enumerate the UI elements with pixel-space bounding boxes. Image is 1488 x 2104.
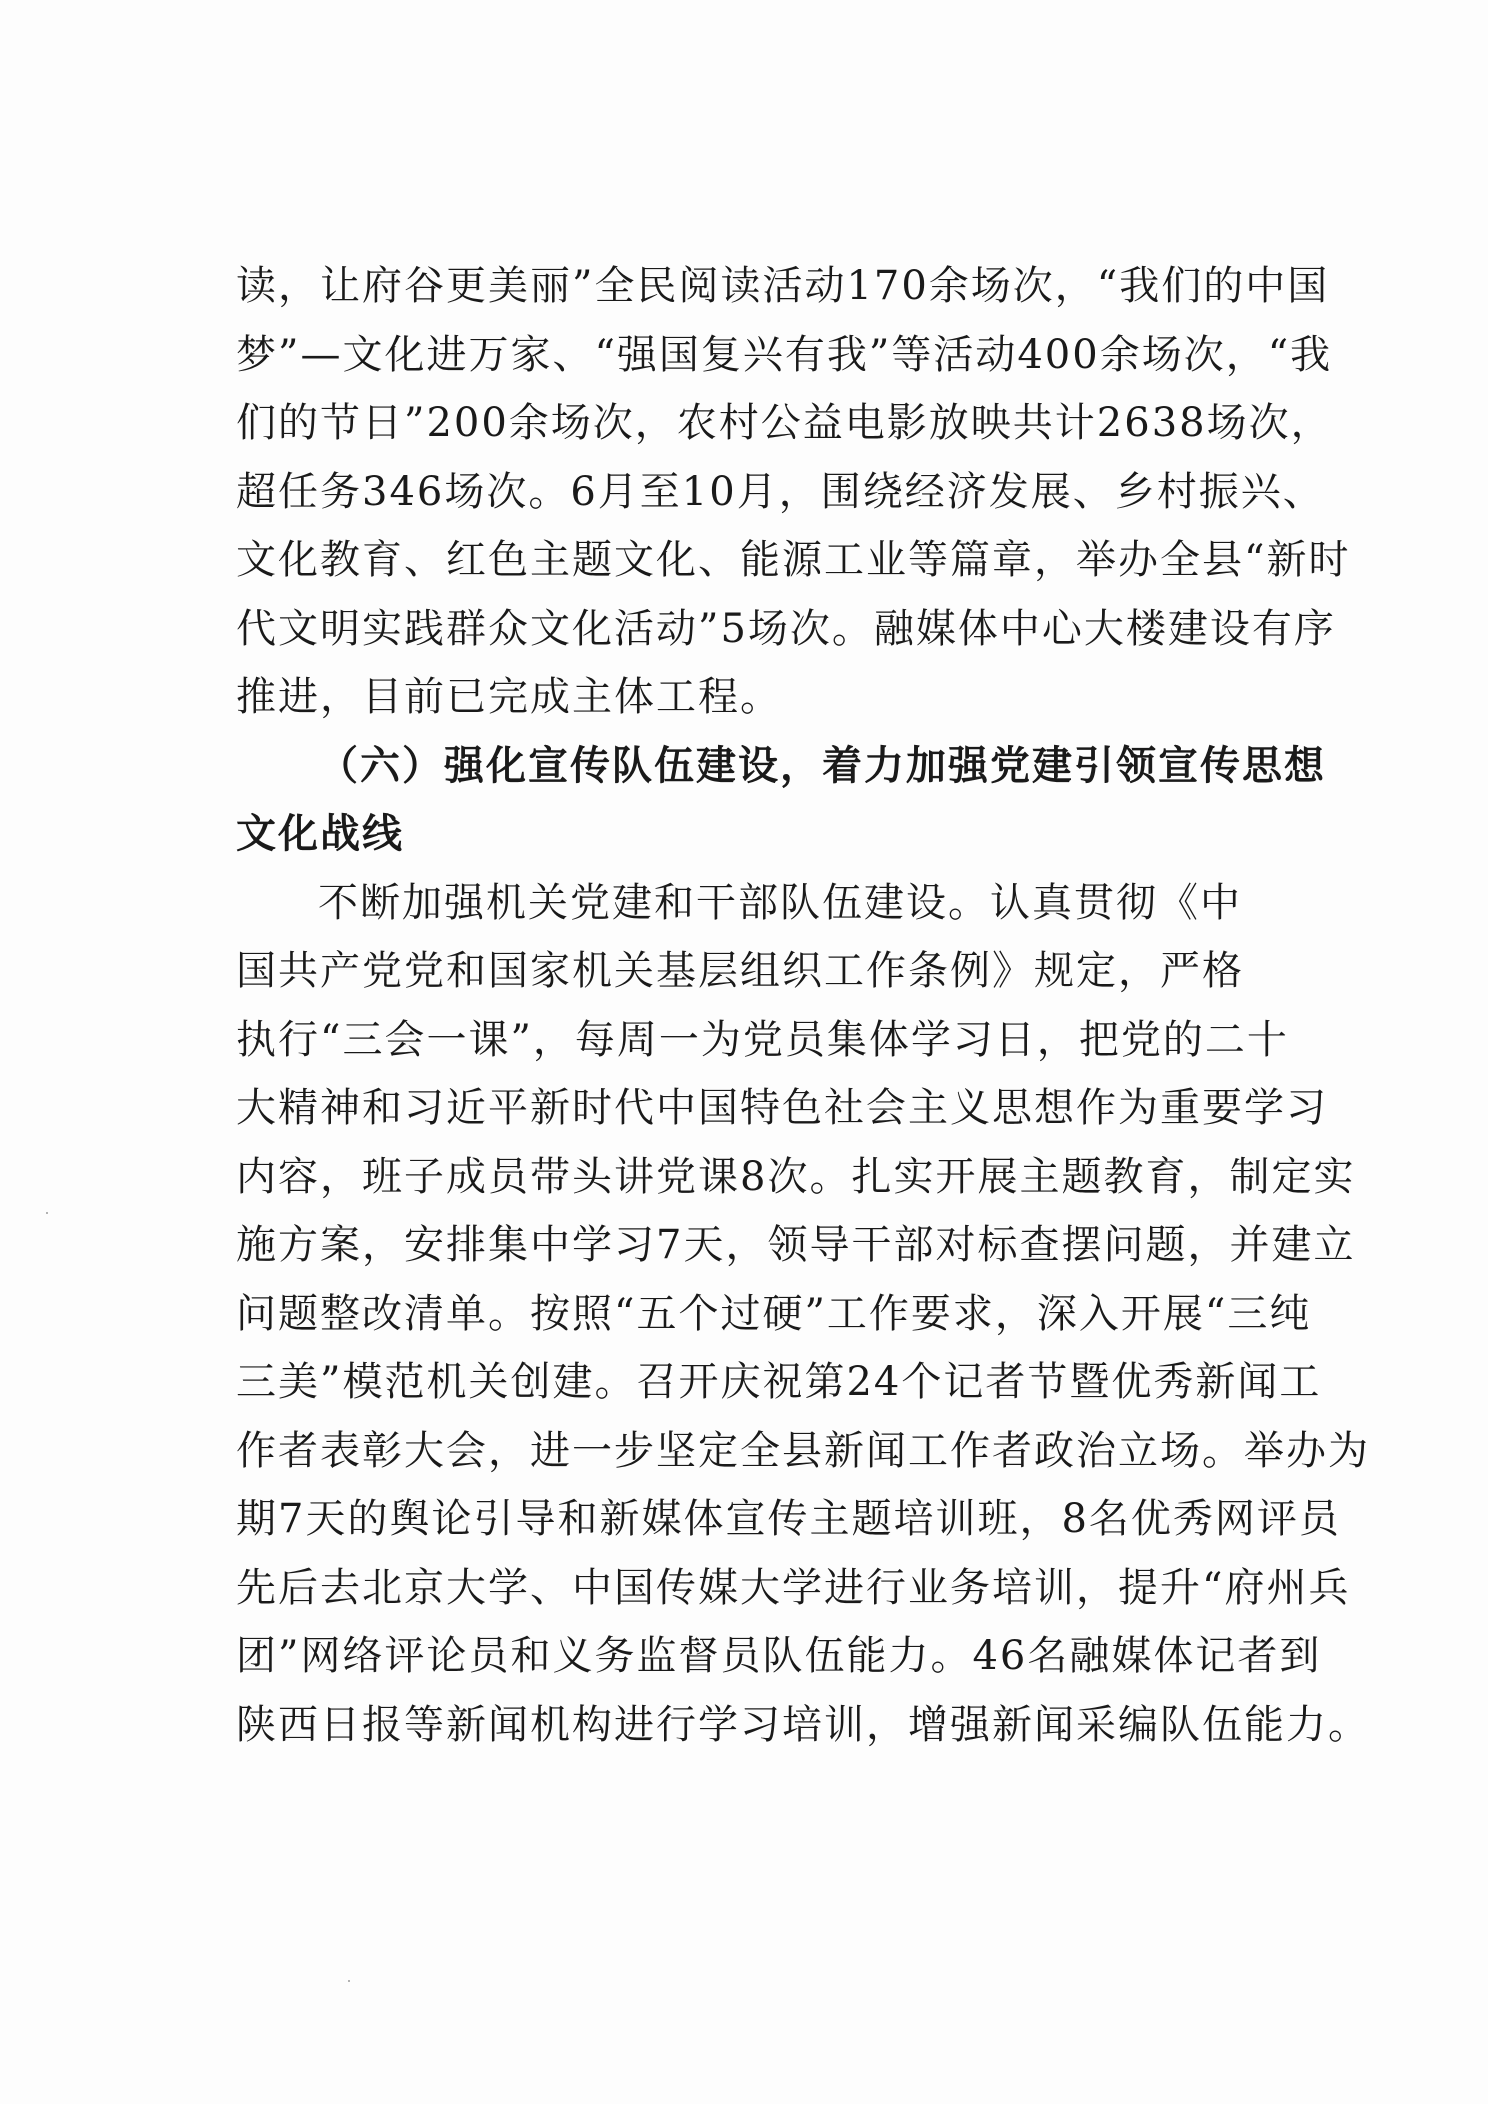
scan-speck: [348, 1980, 350, 1982]
text-line: 陕西日报等新闻机构进行学习培训，增强新闻采编队伍能力。: [236, 1701, 1370, 1748]
scan-speck: [46, 1212, 48, 1214]
paragraph-party-building: [236, 869, 1370, 1760]
text-line: 代文明实践群众文化活动”5场次。融媒体中心大楼建设有序: [236, 605, 1336, 652]
text-line: 们的节日”200余场次，农村公益电影放映共计2638场次，: [236, 400, 1333, 446]
heading-line: （六）强化宣传队伍建设，着力加强党建引领宣传思想: [318, 741, 1326, 789]
text-line: 大精神和习近平新时代中国特色社会主义思想作为重要学习: [236, 1085, 1328, 1131]
text-line: 梦”—文化进万家、“强国复兴有我”等活动400余场次，“我: [236, 331, 1333, 378]
text-line: 文化教育、红色主题文化、能源工业等篇章，举办全县“新时: [236, 537, 1351, 583]
text-line: 不断加强机关党建和干部队伍建设。认真贯彻《中: [318, 879, 1242, 926]
text-line: 执行“三会一课”，每周一为党员集体学习日，把党的二十: [236, 1016, 1289, 1063]
text-line: 团”网络评论员和义务监督员队伍能力。46名融媒体记者到: [236, 1633, 1322, 1679]
text-line: 作者表彰大会，进一步坚定全县新闻工作者政治立场。举办为: [236, 1427, 1370, 1474]
section-heading-6: [236, 732, 1326, 869]
paragraph-culture-activities: [236, 252, 1351, 732]
text-line: 读，让府谷更美丽”全民阅读活动170余场次，“我们的中国: [236, 263, 1330, 309]
text-line: 期7天的舆论引导和新媒体宣传主题培训班，8名优秀网评员: [236, 1496, 1341, 1542]
text-line: 推进，目前已完成主体工程。: [236, 674, 782, 720]
text-line: 超任务346场次。6月至10月，围绕经济发展、乡村振兴、: [236, 468, 1325, 515]
text-line: 先后去北京大学、中国传媒大学进行业务培训，提升“府州兵: [236, 1564, 1351, 1611]
text-line: 问题整改清单。按照“五个过硬”工作要求，深入开展“三纯: [236, 1290, 1312, 1337]
heading-line: 文化战线: [236, 810, 404, 857]
document-body: [236, 252, 1370, 1759]
text-line: 内容，班子成员带头讲党课8次。扎实开展主题教育，制定实: [236, 1153, 1356, 1200]
text-line: 国共产党党和国家机关基层组织工作条例》规定，严格: [236, 948, 1244, 994]
text-line: 施方案，安排集中学习7天，领导干部对标查摆问题，并建立: [236, 1222, 1356, 1268]
text-line: 三美”模范机关创建。召开庆祝第24个记者节暨优秀新闻工: [236, 1359, 1322, 1405]
